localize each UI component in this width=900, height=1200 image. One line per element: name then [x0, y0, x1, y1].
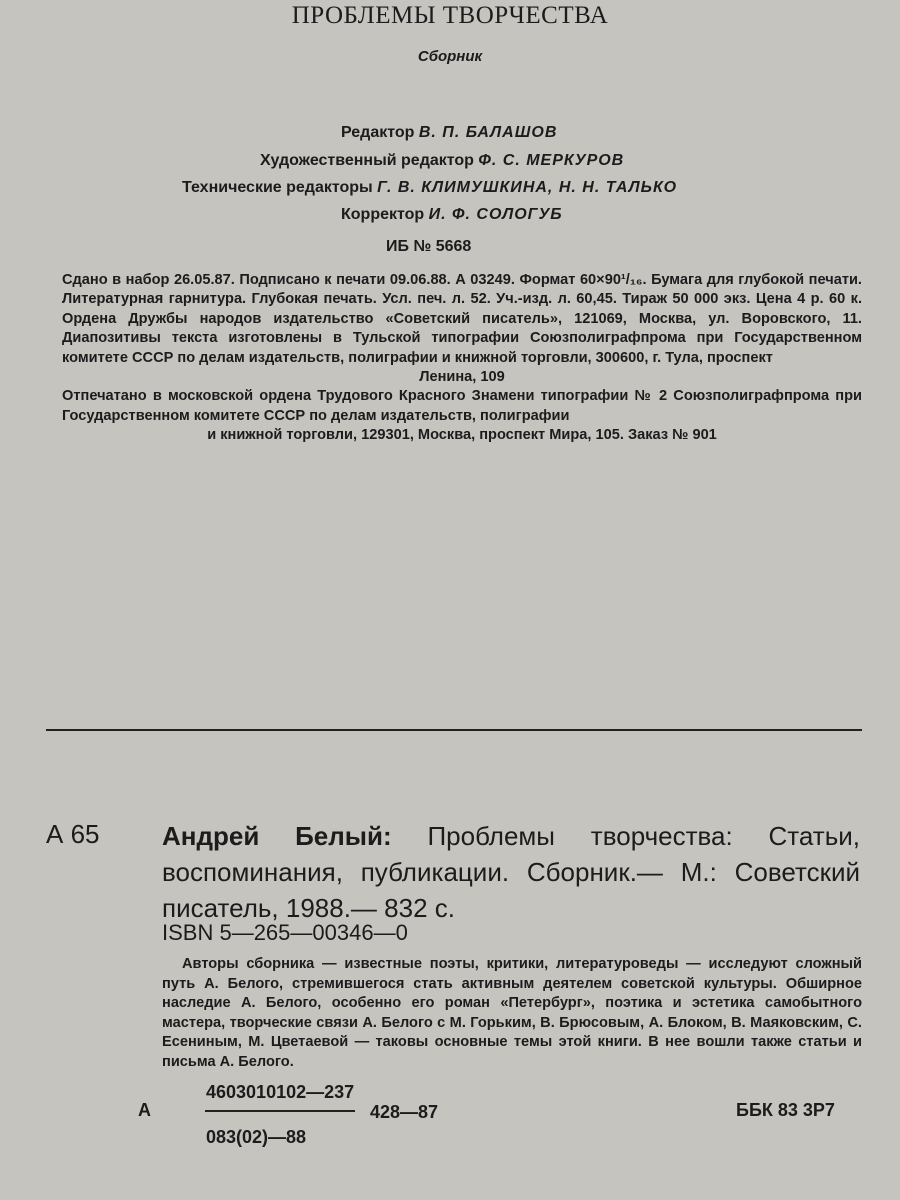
credit-name: Г. В. КЛИМУШКИНА, Н. Н. ТАЛЬКО [377, 179, 678, 196]
printing-paragraph: Отпечатано в московской ордена Трудового Красного Знамени типографии № 2 Союзполиграфпрома при Государственном комитете СССР по делам издательств, полиграфии [62, 388, 862, 424]
divider-rule [46, 729, 862, 731]
fraction-line [205, 1110, 355, 1112]
credit-role: Технические редакторы [182, 179, 373, 196]
entry-text: Проблемы творчества: Статьи, воспоминания, публикации. Сборник.— М.: Советский писатель, 1988.— 832 с. [162, 821, 860, 923]
credit-name: И. Ф. СОЛОГУБ [428, 206, 563, 223]
ib-number: ИБ № 5668 [386, 238, 472, 255]
formula-numerator: 4603010102—237 [206, 1082, 355, 1102]
imprint-paragraph-end: Ленина, 109 [419, 369, 505, 386]
imprint-block [62, 271, 862, 446]
credit-name: Ф. С. МЕРКУРОВ [478, 152, 625, 169]
credit-art-editor [260, 152, 624, 170]
annotation [162, 955, 862, 1073]
credit-corrector [341, 206, 563, 224]
credit-role: Художественный редактор [260, 152, 474, 169]
credit-editor [341, 124, 557, 142]
bbk-code: ББК 83 3Р7 [736, 1100, 835, 1120]
formula-number: 428—87 [370, 1102, 439, 1122]
bibliographic-entry [162, 818, 860, 926]
imprint-paragraph: Сдано в набор 26.05.87. Подписано к печати 09.06.88. А 03249. Формат 60×90¹/₁₆. Бумага для глубокой печати. Литературная гарнитура. Глубокая печать. Усл. печ. л. 52. Уч.-изд. л. 60,45. Тираж 50 000 экз. Цена 4 р. 60 к. Ордена Дружбы народов издательство «Советский писатель», 121069, Москва, ул. Воровского, 11. Диапозитивы текста изготовлены в Тульской типографии Союзполиграфпрома при Государственном комитете СССР по делам издательств, полиграфии и книжной торговли, 300600, г. Тула, проспект [62, 272, 862, 366]
credit-name: В. П. БАЛАШОВ [418, 124, 558, 141]
isbn: ISBN 5—265—00346—0 [162, 920, 408, 945]
printing-paragraph-end: и книжной торговли, 129301, Москва, проспект Мира, 105. Заказ № 901 [207, 427, 717, 444]
credit-tech-editors [182, 179, 677, 197]
book-subtitle: Сборник [417, 48, 483, 65]
book-title: ПРОБЛЕМЫ ТВОРЧЕСТВА [291, 2, 609, 29]
credit-role: Корректор [341, 206, 425, 223]
catalog-code: А 65 [46, 819, 100, 849]
annotation-text: Авторы сборника — известные поэты, критики, литературоведы — исследуют сложный путь А. Белого, стремившегося стать активным деятелем советской культуры. Обширное наследие А. Белого, особенно его роман «Петербург», поэтика и эстетика самобытного мастера, творческие связи А. Белого с М. Горьким, В. Брюсовым, А. Блоком, В. Маяковским, С. Есениным, М. Цветаевой — таковы основные темы этой книги. В нее вошли также статьи и письма А. Белого. [162, 956, 862, 1070]
credit-role: Редактор [341, 124, 415, 141]
formula-letter: А [138, 1100, 151, 1120]
author-name: Андрей Белый: [162, 821, 392, 851]
formula-denominator: 083(02)—88 [206, 1127, 307, 1147]
